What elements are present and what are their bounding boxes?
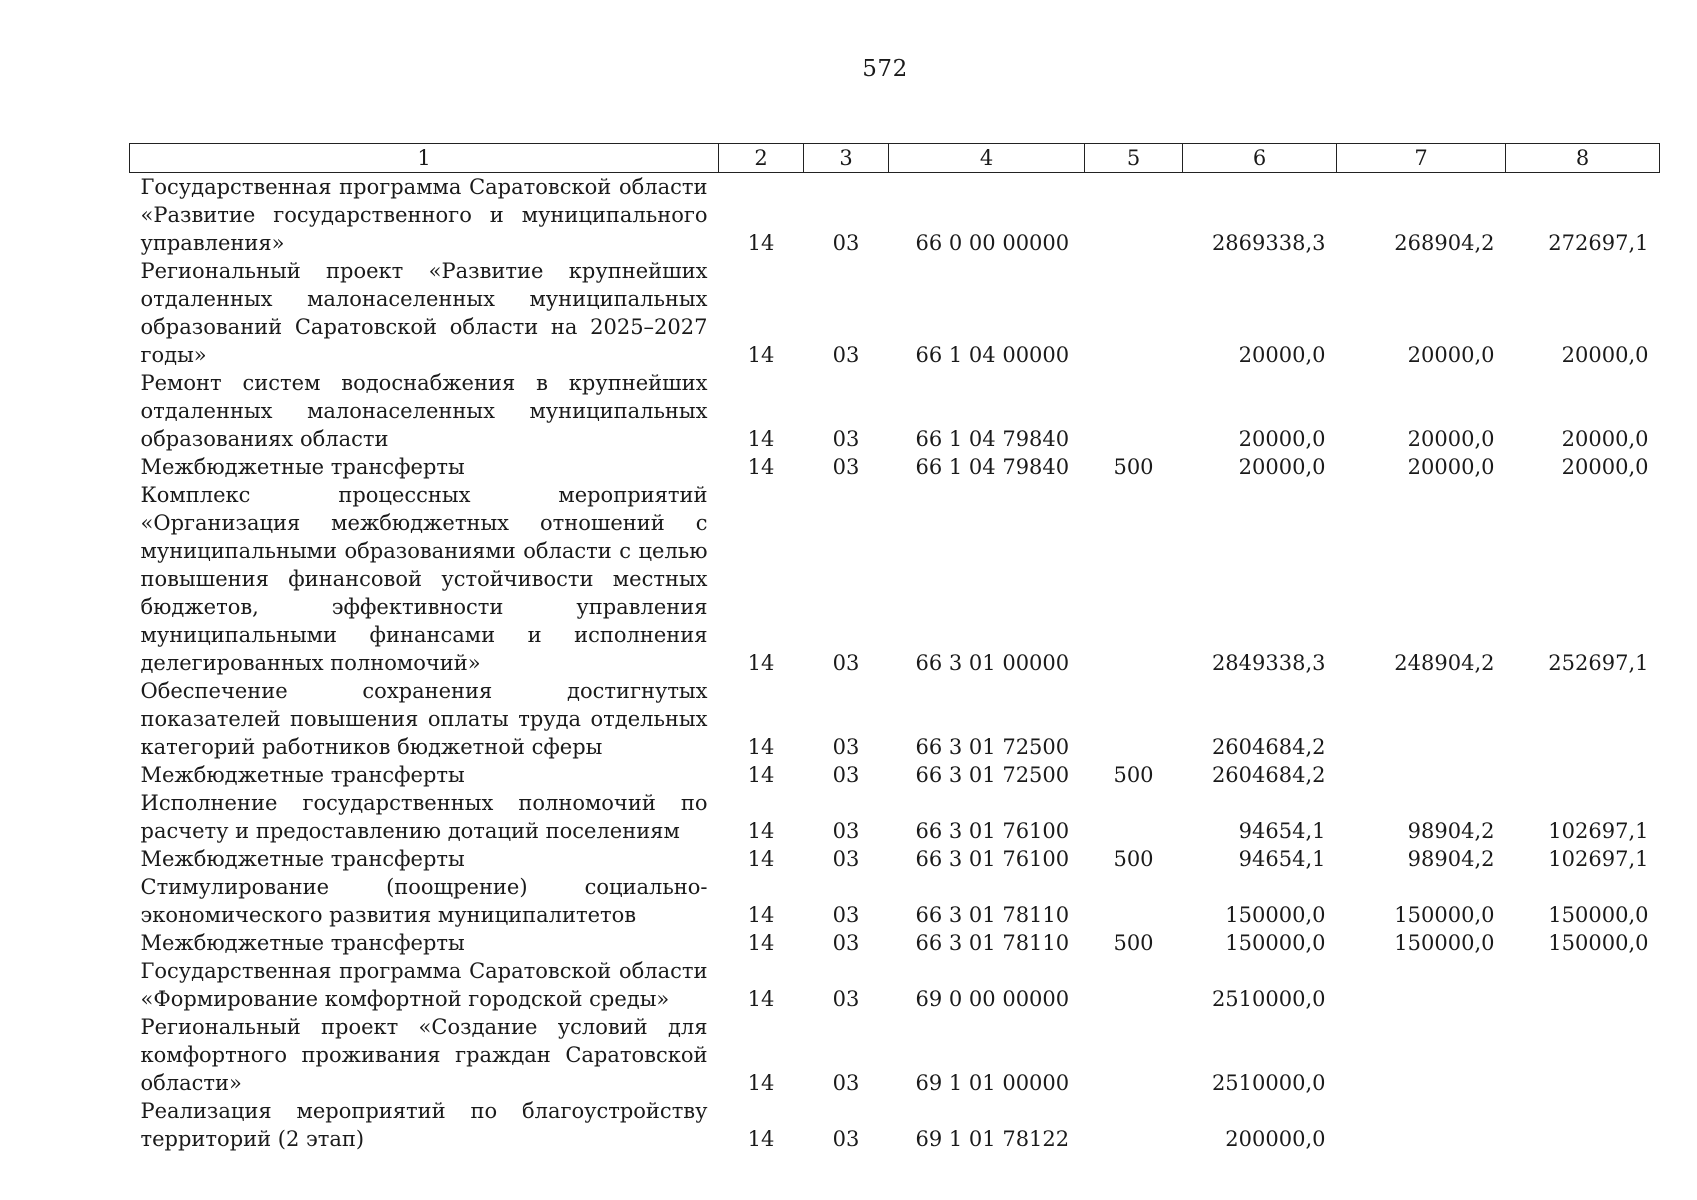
- cell-subsection: 03: [832, 903, 860, 927]
- cell-amount-year-3: 252697,1: [1548, 651, 1649, 675]
- header-row: [130, 144, 1660, 173]
- cell-amount-year-1: 2869338,3: [1211, 231, 1326, 255]
- cell-amount-year-1: 20000,0: [1238, 427, 1326, 451]
- cell-amount-year-1: 2604684,2: [1211, 763, 1326, 787]
- cell-expense-type: [1085, 957, 1183, 1013]
- cell-target-article: 69 1 01 78122: [915, 1127, 1070, 1151]
- cell-section: 14: [747, 231, 775, 255]
- cell-amount-year-1: 200000,0: [1225, 1127, 1326, 1151]
- cell-subsection: 03: [832, 735, 860, 759]
- table-row: [130, 957, 1660, 1013]
- cell-expense-type: [1085, 173, 1183, 258]
- cell-amount-year-3: 20000,0: [1561, 427, 1649, 451]
- cell-amount-year-3: 272697,1: [1548, 231, 1649, 255]
- cell-target-article: 69 1 01 00000: [915, 1071, 1070, 1095]
- cell-name: Обеспечение сохранения достигнутых показателей повышения оплаты труда отдельных категорий работников бюджетной сферы: [140, 679, 708, 759]
- cell-target-article: 66 3 01 78110: [915, 903, 1070, 927]
- header-col-5: 5: [1085, 144, 1183, 173]
- cell-subsection: 03: [832, 455, 860, 479]
- cell-expense-type: 500: [1113, 455, 1154, 479]
- cell-expense-type: [1085, 873, 1183, 929]
- cell-section: 14: [747, 847, 775, 871]
- cell-expense-type: [1085, 257, 1183, 369]
- cell-amount-year-2: 20000,0: [1407, 343, 1495, 367]
- cell-subsection: 03: [832, 651, 860, 675]
- cell-name: Государственная программа Саратовской области «Формирование комфортной городской среды»: [140, 959, 708, 1011]
- cell-target-article: 66 1 04 79840: [915, 427, 1070, 451]
- header-col-1: 1: [130, 144, 719, 173]
- cell-amount-year-1: 2510000,0: [1211, 987, 1326, 1011]
- cell-section: 14: [747, 763, 775, 787]
- cell-section: 14: [747, 1127, 775, 1151]
- cell-section: 14: [747, 343, 775, 367]
- cell-subsection: 03: [832, 847, 860, 871]
- cell-name: Ремонт систем водоснабжения в крупнейших отдаленных малонаселенных муниципальных образованиях области: [140, 371, 708, 451]
- cell-section: 14: [747, 427, 775, 451]
- cell-amount-year-1: 20000,0: [1238, 343, 1326, 367]
- cell-name: Межбюджетные трансферты: [140, 847, 465, 871]
- cell-section: 14: [747, 987, 775, 1011]
- cell-amount-year-2: 98904,2: [1407, 819, 1495, 843]
- cell-subsection: 03: [832, 763, 860, 787]
- table-row: [130, 873, 1660, 929]
- cell-amount-year-2: [1337, 1013, 1506, 1097]
- cell-amount-year-1: 94654,1: [1238, 847, 1326, 871]
- header-col-8: 8: [1506, 144, 1660, 173]
- table-row: [130, 173, 1660, 258]
- cell-target-article: 69 0 00 00000: [915, 987, 1070, 1011]
- cell-amount-year-2: 268904,2: [1394, 231, 1495, 255]
- cell-amount-year-2: 248904,2: [1394, 651, 1495, 675]
- cell-target-article: 66 3 01 76100: [915, 819, 1070, 843]
- cell-target-article: 66 3 01 72500: [915, 763, 1070, 787]
- cell-expense-type: 500: [1113, 847, 1154, 871]
- cell-amount-year-1: 2510000,0: [1211, 1071, 1326, 1095]
- cell-amount-year-2: [1337, 957, 1506, 1013]
- cell-amount-year-3: 20000,0: [1561, 343, 1649, 367]
- table-row: [130, 257, 1660, 369]
- cell-amount-year-2: 150000,0: [1394, 931, 1495, 955]
- page-number: 572: [862, 56, 908, 82]
- cell-amount-year-2: 98904,2: [1407, 847, 1495, 871]
- table-row: [130, 929, 1660, 957]
- cell-expense-type: [1085, 677, 1183, 761]
- cell-expense-type: [1085, 1097, 1183, 1153]
- cell-amount-year-1: 94654,1: [1238, 819, 1326, 843]
- cell-target-article: 66 3 01 78110: [915, 931, 1070, 955]
- table-row: [130, 1013, 1660, 1097]
- cell-amount-year-3: 150000,0: [1548, 903, 1649, 927]
- cell-name: Стимулирование (поощрение) социально-экономического развития муниципалитетов: [140, 875, 708, 927]
- cell-expense-type: [1085, 789, 1183, 845]
- cell-subsection: 03: [832, 819, 860, 843]
- cell-expense-type: [1085, 369, 1183, 453]
- cell-subsection: 03: [832, 343, 860, 367]
- cell-amount-year-3: 102697,1: [1548, 847, 1649, 871]
- cell-name: Межбюджетные трансферты: [140, 455, 465, 479]
- header-col-7: 7: [1337, 144, 1506, 173]
- cell-target-article: 66 1 04 00000: [915, 343, 1070, 367]
- cell-target-article: 66 3 01 00000: [915, 651, 1070, 675]
- cell-target-article: 66 3 01 72500: [915, 735, 1070, 759]
- cell-name: Исполнение государственных полномочий по расчету и предоставлению дотаций поселениям: [140, 791, 708, 843]
- cell-name: Региональный проект «Создание условий для комфортного проживания граждан Саратовской области»: [140, 1015, 708, 1095]
- cell-section: 14: [747, 735, 775, 759]
- table-row: [130, 481, 1660, 677]
- table-header: [130, 144, 1660, 173]
- cell-amount-year-2: 20000,0: [1407, 455, 1495, 479]
- cell-expense-type: 500: [1113, 763, 1154, 787]
- cell-amount-year-2: 20000,0: [1407, 427, 1495, 451]
- cell-name: Комплекс процессных мероприятий «Организация межбюджетных отношений с муниципальными образованиями области с целью повышения финансовой устойчивости местных бюджетов, эффективности управления муниципальными финансами и исполнения делегированных полномочий»: [140, 483, 708, 675]
- cell-name: Государственная программа Саратовской области «Развитие государственного и муниципального управления»: [140, 175, 708, 255]
- cell-expense-type: [1085, 481, 1183, 677]
- cell-section: 14: [747, 1071, 775, 1095]
- cell-amount-year-1: 150000,0: [1225, 931, 1326, 955]
- header-col-3: 3: [804, 144, 889, 173]
- cell-amount-year-1: 20000,0: [1238, 455, 1326, 479]
- cell-amount-year-1: 2604684,2: [1211, 735, 1326, 759]
- table-row: [130, 453, 1660, 481]
- cell-subsection: 03: [832, 231, 860, 255]
- cell-target-article: 66 1 04 79840: [915, 455, 1070, 479]
- cell-target-article: 66 3 01 76100: [915, 847, 1070, 871]
- cell-amount-year-2: [1337, 761, 1506, 789]
- table-row: [130, 1097, 1660, 1153]
- cell-amount-year-2: [1337, 677, 1506, 761]
- table-row: [130, 845, 1660, 873]
- cell-name: Межбюджетные трансферты: [140, 931, 465, 955]
- header-col-2: 2: [719, 144, 804, 173]
- cell-name: Реализация мероприятий по благоустройству территорий (2 этап): [140, 1099, 708, 1151]
- cell-section: 14: [747, 819, 775, 843]
- cell-name: Региональный проект «Развитие крупнейших отдаленных малонаселенных муниципальных образований Саратовской области на 2025–2027 годы»: [140, 259, 708, 367]
- cell-amount-year-3: [1506, 677, 1660, 761]
- cell-amount-year-3: 102697,1: [1548, 819, 1649, 843]
- cell-target-article: 66 0 00 00000: [915, 231, 1070, 255]
- cell-amount-year-3: [1506, 957, 1660, 1013]
- header-col-4: 4: [889, 144, 1085, 173]
- cell-amount-year-1: 2849338,3: [1211, 651, 1326, 675]
- cell-subsection: 03: [832, 987, 860, 1011]
- cell-subsection: 03: [832, 931, 860, 955]
- cell-amount-year-3: [1506, 1097, 1660, 1153]
- cell-section: 14: [747, 903, 775, 927]
- cell-section: 14: [747, 931, 775, 955]
- cell-amount-year-3: 20000,0: [1561, 455, 1649, 479]
- cell-subsection: 03: [832, 1071, 860, 1095]
- cell-amount-year-3: [1506, 1013, 1660, 1097]
- cell-subsection: 03: [832, 1127, 860, 1151]
- budget-table-container: [129, 143, 1651, 1153]
- cell-section: 14: [747, 651, 775, 675]
- cell-amount-year-3: [1506, 761, 1660, 789]
- cell-expense-type: 500: [1113, 931, 1154, 955]
- cell-amount-year-2: [1337, 1097, 1506, 1153]
- cell-amount-year-3: 150000,0: [1548, 931, 1649, 955]
- table-row: [130, 789, 1660, 845]
- cell-name: Межбюджетные трансферты: [140, 763, 465, 787]
- budget-table: [129, 143, 1660, 1153]
- header-col-6: 6: [1183, 144, 1337, 173]
- table-body: [130, 173, 1660, 1154]
- cell-section: 14: [747, 455, 775, 479]
- cell-subsection: 03: [832, 427, 860, 451]
- cell-amount-year-2: 150000,0: [1394, 903, 1495, 927]
- cell-amount-year-1: 150000,0: [1225, 903, 1326, 927]
- cell-expense-type: [1085, 1013, 1183, 1097]
- table-row: [130, 761, 1660, 789]
- table-row: [130, 677, 1660, 761]
- table-row: [130, 369, 1660, 453]
